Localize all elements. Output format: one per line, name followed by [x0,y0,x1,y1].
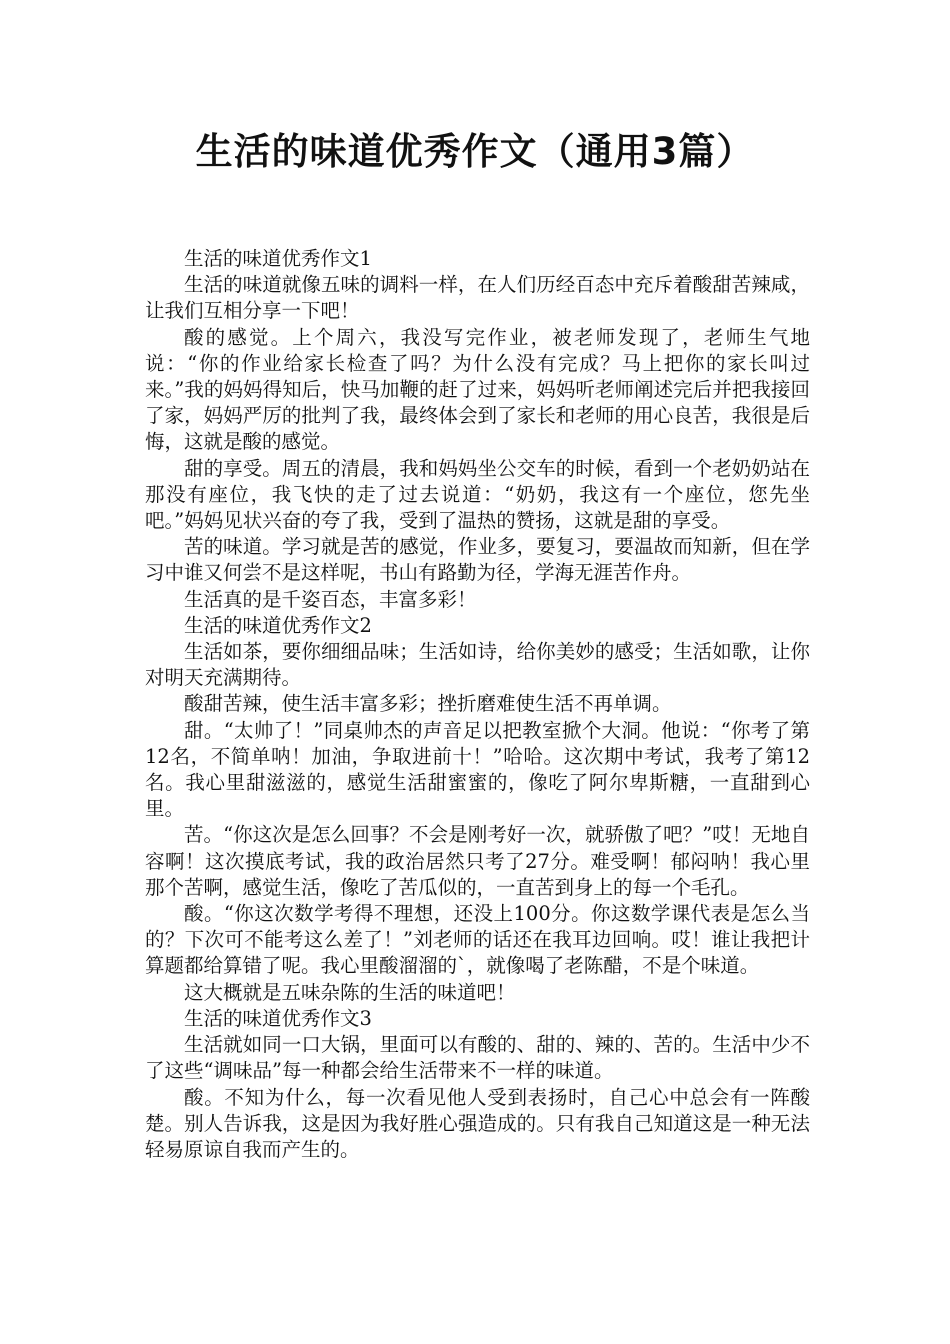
paragraph: 酸。不知为什么，每一次看见他人受到表扬时，自己心中总会有一阵酸楚。别人告诉我，这是因为我好胜心强造成的。只有我自己知道这是一种无法轻易原谅自我而产生的。 [145,1085,810,1161]
paragraph: 酸。“你这次数学考得不理想，还没上100分。你这数学课代表是怎么当的？下次可不能考这么差了！”刘老师的话还在我耳边回响。哎！谁让我把计算题都给算错了呢。我心里酸溜溜的`，就像喝了老陈醋，不是个味道。 [145,902,810,978]
paragraph: 生活就如同一口大锅，里面可以有酸的、甜的、辣的、苦的。生活中少不了这些“调味品”每一种都会给生活带来不一样的味道。 [145,1033,810,1083]
paragraph: 生活如茶，要你细细品味；生活如诗，给你美妙的感受；生活如歌，让你对明天充满期待。 [145,640,810,690]
paragraph: 酸甜苦辣，使生活丰富多彩；挫折磨难使生活不再单调。 [184,692,672,716]
paragraph: 甜。“太帅了！”同桌帅杰的声音足以把教室掀个大洞。他说：“你考了第12名，不简单呐！加油，争取进前十！”哈哈。这次期中考试，我考了第12名。我心里甜滋滋的，感觉生活甜蜜蜜的，像吃了阿尔卑斯糖，一直甜到心里。 [145,718,810,821]
paragraph: 苦的味道。学习就是苦的感觉，作业多，要复习，要温故而知新，但在学习中谁又何尝不是这样呢，书山有路勤为径，学海无涯苦作舟。 [145,535,810,585]
paragraph: 生活真的是千姿百态，丰富多彩！ [184,587,477,611]
paragraph: 甜的享受。周五的清晨，我和妈妈坐公交车的时候，看到一个老奶奶站在那没有座位，我飞快的走了过去说道：“奶奶，我这有一个座位，您先坐吧。”妈妈见状兴奋的夸了我，受到了温热的赞扬，这就是甜的享受。 [145,456,810,533]
paragraph: 苦。“你这次是怎么回事？不会是刚考好一次，就骄傲了吧？”哎！无地自容啊！这次摸底考试，我的政治居然只考了27分。难受啊！郁闷呐！我心里那个苦啊，感觉生活，像吃了苦瓜似的，一直苦到身上的每一个毛孔。 [145,823,810,899]
paragraph: 生活的味道就像五味的调料一样，在人们历经百态中充斥着酸甜苦辣咸，让我们互相分享一下吧！ [145,273,810,323]
paragraph: 酸的感觉。上个周六，我没写完作业，被老师发现了，老师生气地说：“你的作业给家长检查了吗？为什么没有完成？马上把你的家长叫过来。”我的妈妈得知后，快马加鞭的赶了过来，妈妈听老师阐述完后并把我接回了家，妈妈严厉的批判了我，最终体会到了家长和老师的用心良苦，我很是后悔，这就是酸的感觉。 [145,325,810,454]
essay-heading-3: 生活的味道优秀作文3 [184,1006,372,1030]
essay-heading-1: 生活的味道优秀作文1 [184,247,372,270]
essay-heading-2: 生活的味道优秀作文2 [184,613,372,637]
document-title: 生活的味道优秀作文（通用3篇） [195,130,755,173]
paragraph: 这大概就是五味杂陈的生活的味道吧！ [184,980,516,1004]
document-body [145,246,810,1163]
